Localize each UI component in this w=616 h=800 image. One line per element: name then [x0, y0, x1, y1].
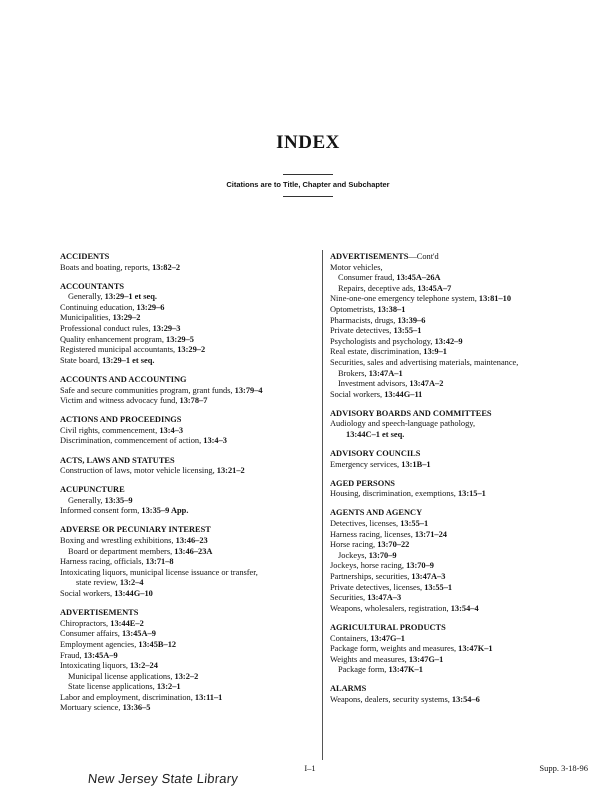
- index-entry: State board, 13:29–1 et seq.: [60, 355, 155, 365]
- citation: 13:2–24: [130, 661, 158, 671]
- index-entry: State license applications, 13:2–1: [68, 682, 181, 692]
- citation: 13:46–23: [175, 536, 208, 546]
- index-section: [330, 252, 596, 400]
- index-heading: ADVISORY BOARDS AND COMMITTEES: [330, 408, 492, 418]
- index-section: [60, 252, 322, 273]
- index-heading: ACCOUNTANTS: [60, 281, 125, 291]
- index-entry: Harness racing, licenses, 13:71–24: [330, 529, 447, 539]
- index-entry: Professional conduct rules, 13:29–3: [60, 324, 181, 334]
- citation: 13:70–22: [377, 540, 410, 550]
- index-entry: Package form, weights and measures, 13:47K–1: [330, 644, 493, 654]
- right-column: [330, 252, 596, 714]
- citation: 13:29–2: [177, 345, 206, 355]
- index-entry: Repairs, deceptive ads, 13:45A–7: [338, 283, 452, 293]
- index-section: [60, 525, 322, 599]
- citation: 13:44G–11: [384, 389, 423, 399]
- citation: 13:47G–1: [408, 654, 444, 664]
- index-entry: Generally, 13:29–1 et seq.: [68, 292, 158, 302]
- index-heading: AGED PERSONS: [330, 478, 395, 488]
- index-entry: Employment agencies, 13:45B–12: [60, 639, 177, 649]
- index-heading: ACCOUNTS AND ACCOUNTING: [60, 374, 187, 384]
- index-entry: Detectives, licenses, 13:55–1: [330, 519, 429, 529]
- index-entry: Intoxicating liquors, 13:2–24: [60, 661, 158, 671]
- citation: 13:42–9: [434, 336, 463, 346]
- index-heading: AGRICULTURAL PRODUCTS: [330, 622, 446, 632]
- index-heading: ADVERTISEMENTS: [60, 608, 139, 618]
- index-entry: Horse racing, 13:70–22: [330, 540, 410, 550]
- index-entry: Brokers, 13:47A–1: [338, 368, 403, 378]
- citation: 13:4–3: [159, 425, 184, 435]
- index-entry: [330, 430, 596, 441]
- citation: 13:29–2: [112, 313, 141, 323]
- citation: 13:35–9: [104, 495, 133, 505]
- index-entry: Containers, 13:47G–1: [330, 633, 405, 643]
- index-entry: Board or department members, 13:46–23A: [68, 546, 213, 556]
- index-entry: Consumer fraud, 13:45A–26A: [338, 273, 441, 283]
- index-heading: ACCIDENTS: [60, 252, 110, 261]
- index-section: [60, 282, 322, 367]
- index-entry: Generally, 13:35–9: [68, 495, 133, 505]
- page-title: INDEX: [276, 132, 340, 153]
- index-entry: Safe and secure communities program, grant funds, 13:79–4: [60, 385, 263, 395]
- citation: 13:45A–9: [121, 629, 156, 639]
- index-section: [330, 449, 596, 470]
- citation: 13:4–3: [203, 436, 227, 446]
- citation: 13:55–1: [400, 519, 429, 529]
- index-heading: ACUPUNCTURE: [60, 485, 125, 495]
- citation: 13:29–5: [166, 334, 194, 344]
- index-section: [60, 608, 322, 714]
- citation: 13:47K–1: [388, 665, 423, 675]
- citation: 13:54–6: [451, 694, 480, 704]
- index-entry: Boats and boating, reports, 13:82–2: [60, 262, 181, 272]
- index-entry: Boxing and wrestling exhibitions, 13:46–23: [60, 536, 208, 546]
- citation: 13:79–4: [234, 385, 263, 395]
- index-heading: ACTS, LAWS AND STATUTES: [60, 455, 175, 465]
- index-entry: Chiropractors, 13:44E–2: [60, 618, 144, 628]
- citation: 13:70–9: [368, 550, 397, 560]
- supplement-date: Supp. 3-18-96: [539, 763, 588, 773]
- index-entry: Private detectives, licenses, 13:55–1: [330, 582, 453, 592]
- citation: 13:54–4: [450, 603, 479, 613]
- index-entry: Real estate, discrimination, 13:9–1: [330, 347, 447, 357]
- citation: 13:47K–1: [458, 644, 493, 654]
- index-section: [330, 479, 596, 500]
- title-rule-bottom: [283, 196, 333, 197]
- left-column: [60, 252, 322, 723]
- citation: 13:44E–2: [110, 618, 144, 628]
- citation: 13:39–6: [397, 315, 426, 325]
- citation: 13:70–9: [406, 561, 434, 571]
- index-entry: Motor vehicles,: [330, 262, 383, 272]
- index-entry: Construction of laws, motor vehicle licensing, 13:21–2: [60, 466, 245, 476]
- index-entry: Audiology and speech-language pathology,: [330, 419, 476, 429]
- citation: 13:11–1: [194, 692, 223, 702]
- index-entry: Jockeys, 13:70–9: [338, 550, 397, 560]
- index-entry: Civil rights, commencement, 13:4–3: [60, 425, 184, 435]
- citation: 13:44C–1 et seq.: [346, 430, 405, 439]
- index-entry: Informed consent form, 13:35–9 App.: [60, 506, 189, 516]
- index-heading: ADVERTISEMENTS—Cont'd: [330, 252, 439, 261]
- index-entry: Fraud, 13:45A–9: [60, 650, 118, 660]
- index-entry: Harness racing, officials, 13:71–8: [60, 557, 174, 567]
- index-entry: Weights and measures, 13:47G–1: [330, 654, 444, 664]
- index-section: [330, 508, 596, 614]
- page-number: I–1: [304, 763, 316, 773]
- citation: 13:82–2: [152, 262, 181, 272]
- index-entry: Registered municipal accountants, 13:29–2: [60, 345, 206, 355]
- column-divider: [322, 250, 323, 760]
- citation: 13:55–1: [424, 582, 453, 592]
- citation: 13:71–24: [414, 529, 447, 539]
- citation: 13:71–8: [145, 557, 174, 567]
- citation: 13:21–2: [216, 466, 245, 476]
- index-section: [60, 456, 322, 477]
- index-section: [60, 415, 322, 447]
- index-heading: AGENTS AND AGENCY: [330, 508, 423, 518]
- index-entry: Social workers, 13:44G–10: [60, 589, 153, 599]
- index-entry: Discrimination, commencement of action, 13:4–3: [60, 436, 227, 446]
- index-entry: Continuing education, 13:29–6: [60, 302, 165, 312]
- citation: 13:81–10: [478, 294, 512, 304]
- citation: 13:47A–2: [409, 379, 444, 389]
- citation: 13:46–23A: [174, 546, 213, 556]
- index-entry: Securities, 13:47A–3: [330, 593, 402, 603]
- citation-note: Citations are to Title, Chapter and Subchapter: [226, 180, 390, 189]
- citation: 13:29–6: [136, 302, 165, 312]
- citation: 13:29–1 et seq.: [104, 292, 158, 302]
- citation: 13:45B–12: [138, 639, 177, 649]
- title-rule-top: [283, 174, 333, 175]
- index-entry: Municipal license applications, 13:2–2: [68, 671, 199, 681]
- citation: 13:78–7: [179, 396, 208, 406]
- index-heading: ALARMS: [330, 684, 367, 694]
- citation: 13:47A–3: [367, 593, 402, 603]
- citation: 13:44G–10: [114, 589, 153, 599]
- index-entry: Housing, discrimination, exemptions, 13:15–1: [330, 489, 486, 499]
- citation: 13:2–1: [156, 682, 181, 692]
- citation: 13:2–2: [174, 671, 199, 681]
- index-entry: Social workers, 13:44G–11: [330, 389, 423, 399]
- index-heading: ACTIONS AND PROCEEDINGS: [60, 415, 182, 425]
- index-entry: Municipalities, 13:29–2: [60, 313, 141, 323]
- citation: 13:55–1: [393, 326, 422, 336]
- index-entry: Psychologists and psychology, 13:42–9: [330, 336, 463, 346]
- citation: 13:47A–1: [368, 368, 403, 378]
- citation: 13:45A–7: [417, 283, 452, 293]
- citation: 13:1B–1: [401, 459, 431, 469]
- index-section: [330, 409, 596, 441]
- citation: 13:45A–9: [83, 650, 118, 660]
- index-entry: Weapons, wholesalers, registration, 13:54–4: [330, 603, 479, 613]
- citation: 13:45A–26A: [396, 273, 441, 283]
- citation: 13:15–1: [457, 489, 486, 499]
- index-entry: Weapons, dealers, security systems, 13:54–6: [330, 694, 480, 704]
- index-entry: Pharmacists, drugs, 13:39–6: [330, 315, 426, 325]
- index-section: [60, 375, 322, 407]
- index-entry: Nine-one-one emergency telephone system, 13:81–10: [330, 294, 512, 304]
- index-entry: Jockeys, horse racing, 13:70–9: [330, 561, 434, 571]
- index-entry: Victim and witness advocacy fund, 13:78–7: [60, 396, 208, 406]
- citation: 13:47G–1: [370, 633, 405, 643]
- index-heading: ADVISORY COUNCILS: [330, 449, 421, 459]
- citation: 13:35–9 App.: [141, 506, 189, 516]
- library-stamp: New Jersey State Library: [87, 771, 239, 786]
- index-entry: state review, 13:2–4: [76, 578, 144, 588]
- citation: 13:38–1: [377, 304, 406, 314]
- citation: 13:29–1 et seq.: [102, 355, 155, 365]
- index-entry: Mortuary science, 13:36–5: [60, 703, 151, 713]
- index-entry: Partnerships, securities, 13:47A–3: [330, 572, 446, 582]
- index-entry: Securities, sales and advertising materials, maintenance,: [330, 357, 519, 367]
- citation: 13:29–3: [152, 324, 181, 334]
- index-section: [330, 623, 596, 676]
- index-entry: Intoxicating liquors, municipal license issuance or transfer,: [60, 567, 258, 577]
- index-entry: Private detectives, 13:55–1: [330, 326, 422, 336]
- index-section: [60, 485, 322, 517]
- index-entry: Emergency services, 13:1B–1: [330, 459, 431, 469]
- index-entry: Package form, 13:47K–1: [338, 665, 423, 675]
- index-heading: ADVERSE OR PECUNIARY INTEREST: [60, 525, 211, 535]
- index-entry: Consumer affairs, 13:45A–9: [60, 629, 156, 639]
- citation: 13:47A–3: [411, 572, 446, 582]
- citation: 13:9–1: [423, 347, 447, 357]
- index-section: [330, 684, 596, 705]
- index-entry: Quality enhancement program, 13:29–5: [60, 334, 194, 344]
- index-entry: Investment advisors, 13:47A–2: [338, 379, 444, 389]
- citation: 13:36–5: [122, 703, 151, 713]
- index-entry: Labor and employment, discrimination, 13:11–1: [60, 692, 223, 702]
- citation: 13:2–4: [119, 578, 144, 588]
- index-entry: Optometrists, 13:38–1: [330, 304, 406, 314]
